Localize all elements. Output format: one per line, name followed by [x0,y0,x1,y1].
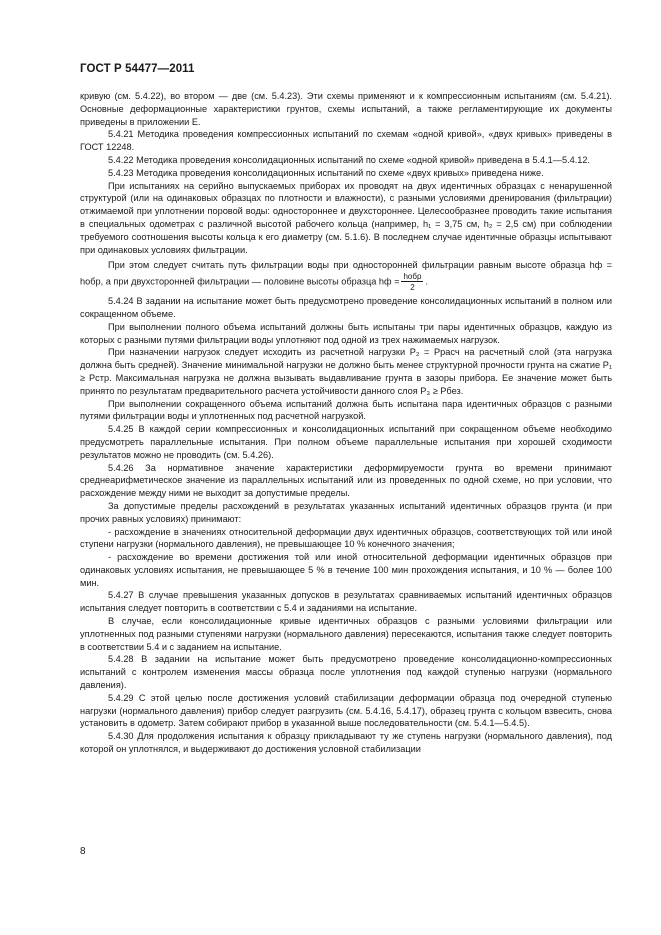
paragraph: 5.4.28 В задании на испытание может быть предусмотрено проведение консолидационно-компрессионных испытаний с контролем изменения массы образца после уплотнения под каждой ступенью нагрузки (нормального давления). [80,654,612,691]
paragraph-with-formula [80,259,612,292]
paragraph: При выполнении полного объема испытаний должны быть испытаны три пары идентичных образцов, каждую из которых с разными путями фильтрации воды уплотняют под одной из трех нажимаемых нагрузок. [80,321,612,345]
paragraph: При выполнении сокращенного объема испытаний должна быть испытана пара идентичных образцов с разными путями фильтрации воды и уплотненных под расчетной нагрузкой. [80,398,612,422]
formula-lhs: hф = [378,276,400,287]
formula-numerator: hобр [403,272,422,282]
paragraph-text: При этом следует считать путь фильтрации воды при односторонней фильтрации равным высоте образца hф = hобр, а при двухсторонней фильтрации — половине высоты образца [80,260,612,287]
paragraph: 5.4.30 Для продолжения испытания к образцу прикладывают ту же ступень нагрузки (нормального давления), под которой он уплотнялся, и выдерживают до достижения условной стабилизации [80,731,612,755]
paragraph: 5.4.29 С этой целью после достижения условий стабилизации деформации образца под очередной ступенью нагрузки (нормального давления) прибор следует разгрузить (см. 5.4.16, 5.4.17), образец грунта с кольцом взвесить, снова установить в одометр. Затем собирают прибор в указанной выше последовательности (см. 5.4.1—5.4.5). [80,692,612,729]
paragraph: В случае, если консолидационные кривые идентичных образцов с разными условиями фильтрации или уплотненных под разными ступенями нагрузки (нормального давления) пересекаются, испытания также следует повторить в соответствии 5.4 и с заданием на испытание. [80,616,612,652]
paragraph: При испытаниях на серийно выпускаемых приборах их проводят на двух идентичных образцах с ненарушенной структурой (или на одинаковых образцах по плотности и влажности), с разными условиями дренирования (фильтрации) отжимаемой при уплотнении поровой воды: одностороннее и двухстороннее. Целесообразнее проводить такие испытания в специальных одометрах с различной высотой рабочего кольца (например, h₁ = 3,75 см, h₂ = 2,5 см) при соблюдении требуемого соотношения высоты кольца к его диаметру (см. 5.1.6). В последнем случае идентичные образцы испытывают при одинаковых условиях фильтрации. [80,180,612,255]
paragraph: 5.4.22 Методика проведения консолидационных испытаний по схеме «одной кривой» приведена в 5.4.1—5.4.12. [108,154,591,165]
paragraph: 5.4.23 Методика проведения консолидационных испытаний по схеме «двух кривых» приведена ниже. [108,167,544,178]
paragraph: 5.4.25 В каждой серии компрессионных и консолидационных испытаний при сокращенном объеме необходимо предусмотреть параллельные испытания. При полном объеме параллельные испытания при хорошей сходимости результатов можно не проводить (см. 5.4.26). [80,424,612,460]
page-number: 8 [80,846,86,857]
document-header: ГОСТ Р 54477—2011 [80,63,195,75]
paragraph: 5.4.27 В случае превышения указанных допусков в результатах сравниваемых испытаний идентичных образцов испытания следует повторить в соответствии с 5.4 и заданиями на испытание. [80,590,612,614]
list-item: - расхождение в значениях относительной деформации двух идентичных образцов, соответствующих той или иной ступени нагрузки (нормального давления), не превышающее 10 % конечного значения; [80,526,612,550]
paragraph: 5.4.21 Методика проведения компрессионных испытаний по схемам «одной кривой», «двух кривых» приведены в ГОСТ 12248. [80,129,612,153]
paragraph: При назначении нагрузок следует исходить из расчетной нагрузки P₂ = Pрасч на расчетный слой (эта нагрузка должна быть средней). Значение минимальной нагрузки не должно быть менее структурной прочности грунта на сжатие P₁ ≥ Pстр. Максимальная нагрузка не должна вызывать выдавливание грунта в зазоры прибора. Ее значение может быть принято по результатам предварительного расчета устойчивости данного слоя P₃ ≥ Pбез. [80,347,612,396]
paragraph: 5.4.24 В задании на испытание может быть предусмотрено проведение консолидационных испытаний в полном или сокращенном объеме. [80,296,612,319]
paragraph: За допустимые пределы расхождений в результатах указанных испытаний идентичных образцов грунта (и при прочих равных условиях) принимают: [80,500,612,524]
paragraph: кривую (см. 5.4.22), во втором — две (см. 5.4.23). Эти схемы применяют и к компрессионным испытаниям (см. 5.4.21). Основные деформационные характеристики грунтов, схемы испытаний, а также регламентирующие их документы приведены в приложении Е. [80,91,612,127]
formula-fraction [401,272,423,292]
formula-denominator: 2 [410,283,415,293]
document-body [80,90,612,756]
list-item: - расхождение во времени достижения той или иной относительной деформации идентичных образцов при одинаковых условиях испытания, не превышающее 5 % в течение 100 мин прохождения испытания, и 10 % — более 100 мин. [80,552,612,588]
paragraph: 5.4.26 За нормативное значение характеристики деформируемости грунта во времени принимают среднеарифметическое значение из параллельных испытаний или из проведенных по одной схеме, но при условии, что расхождение между ними не выходит за допустимые пределы. [80,462,612,499]
formula-end: . [425,276,428,287]
